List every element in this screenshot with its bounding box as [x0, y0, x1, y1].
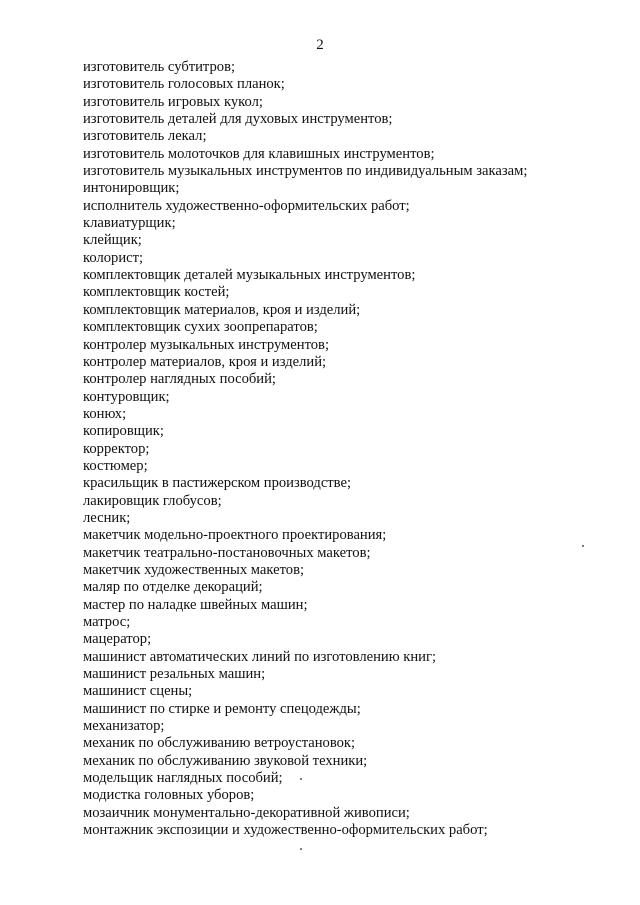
occupation-item: изготовитель музыкальных инструментов по индивидуальным заказам;	[83, 163, 528, 180]
occupation-item: комплектовщик сухих зоопрепаратов;	[83, 319, 318, 336]
occupation-item: макетчик модельно-проектного проектирования;	[83, 527, 387, 544]
occupation-item: исполнитель художественно-оформительских работ;	[83, 197, 410, 214]
occupation-item: мастер по наладке швейных машин;	[83, 596, 308, 613]
page-number: 2	[316, 37, 324, 53]
occupation-item: корректор;	[83, 440, 150, 457]
occupation-item: матрос;	[83, 614, 131, 630]
occupation-item: изготовитель субтитров;	[83, 59, 236, 75]
occupation-item: мацератор;	[83, 631, 152, 648]
occupation-item: изготовитель игровых кукол;	[83, 93, 263, 110]
occupation-item: машинист по стирке и ремонту спецодежды;	[83, 700, 361, 717]
occupation-item: комплектовщик костей;	[83, 284, 230, 301]
occupation-item: изготовитель деталей для духовых инструментов;	[83, 111, 393, 128]
occupation-item: клавиатурщик;	[83, 215, 176, 232]
occupation-item: контуровщик;	[83, 388, 170, 405]
occupation-item: машинист автоматических линий по изготовлению книг;	[83, 648, 437, 665]
scan-speck	[582, 545, 584, 547]
occupation-item: копировщик;	[83, 423, 164, 440]
occupation-item: интонировщик;	[83, 180, 180, 197]
scan-speck	[300, 778, 302, 780]
occupation-item: контролер музыкальных инструментов;	[83, 336, 330, 353]
occupation-item: механик по обслуживанию ветроустановок;	[83, 735, 356, 752]
occupation-item: машинист сцены;	[83, 683, 193, 700]
occupation-item: мозаичник монументально-декоративной живописи;	[83, 804, 410, 821]
occupation-item: модистка головных уборов;	[83, 787, 255, 804]
occupation-item: красильщик в пастижерском производстве;	[83, 475, 352, 492]
occupation-item: конюх;	[83, 405, 127, 422]
occupation-item: макетчик художественных макетов;	[83, 561, 305, 578]
occupation-item: контролер наглядных пособий;	[83, 371, 276, 388]
occupation-item: механик по обслуживанию звуковой техники;	[83, 752, 368, 769]
scan-speck	[300, 848, 302, 850]
occupation-item: модельщик наглядных пособий;	[83, 770, 283, 787]
occupation-item: лакировщик глобусов;	[83, 492, 222, 509]
occupation-item: макетчик театрально-постановочных макетов;	[83, 544, 371, 561]
occupation-item: контролер материалов, кроя и изделий;	[83, 353, 327, 370]
occupation-item: маляр по отделке декораций;	[83, 579, 263, 596]
occupation-item: лесник;	[83, 509, 131, 526]
occupation-item: клейщик;	[83, 232, 142, 249]
occupation-item: колорист;	[83, 249, 144, 266]
occupation-item: изготовитель голосовых планок;	[83, 76, 285, 93]
occupation-item: механизатор;	[83, 718, 165, 735]
occupation-item: костюмер;	[83, 457, 148, 474]
occupation-item: машинист резальных машин;	[83, 666, 266, 683]
occupation-list	[83, 59, 527, 839]
occupation-item: изготовитель лекал;	[83, 128, 207, 145]
occupation-item: монтажник экспозиции и художественно-оформительских работ;	[83, 822, 488, 839]
occupation-item: комплектовщик материалов, кроя и изделий;	[83, 301, 361, 318]
occupation-item: комплектовщик деталей музыкальных инструментов;	[83, 267, 416, 284]
occupation-item: изготовитель молоточков для клавишных инструментов;	[83, 145, 435, 162]
